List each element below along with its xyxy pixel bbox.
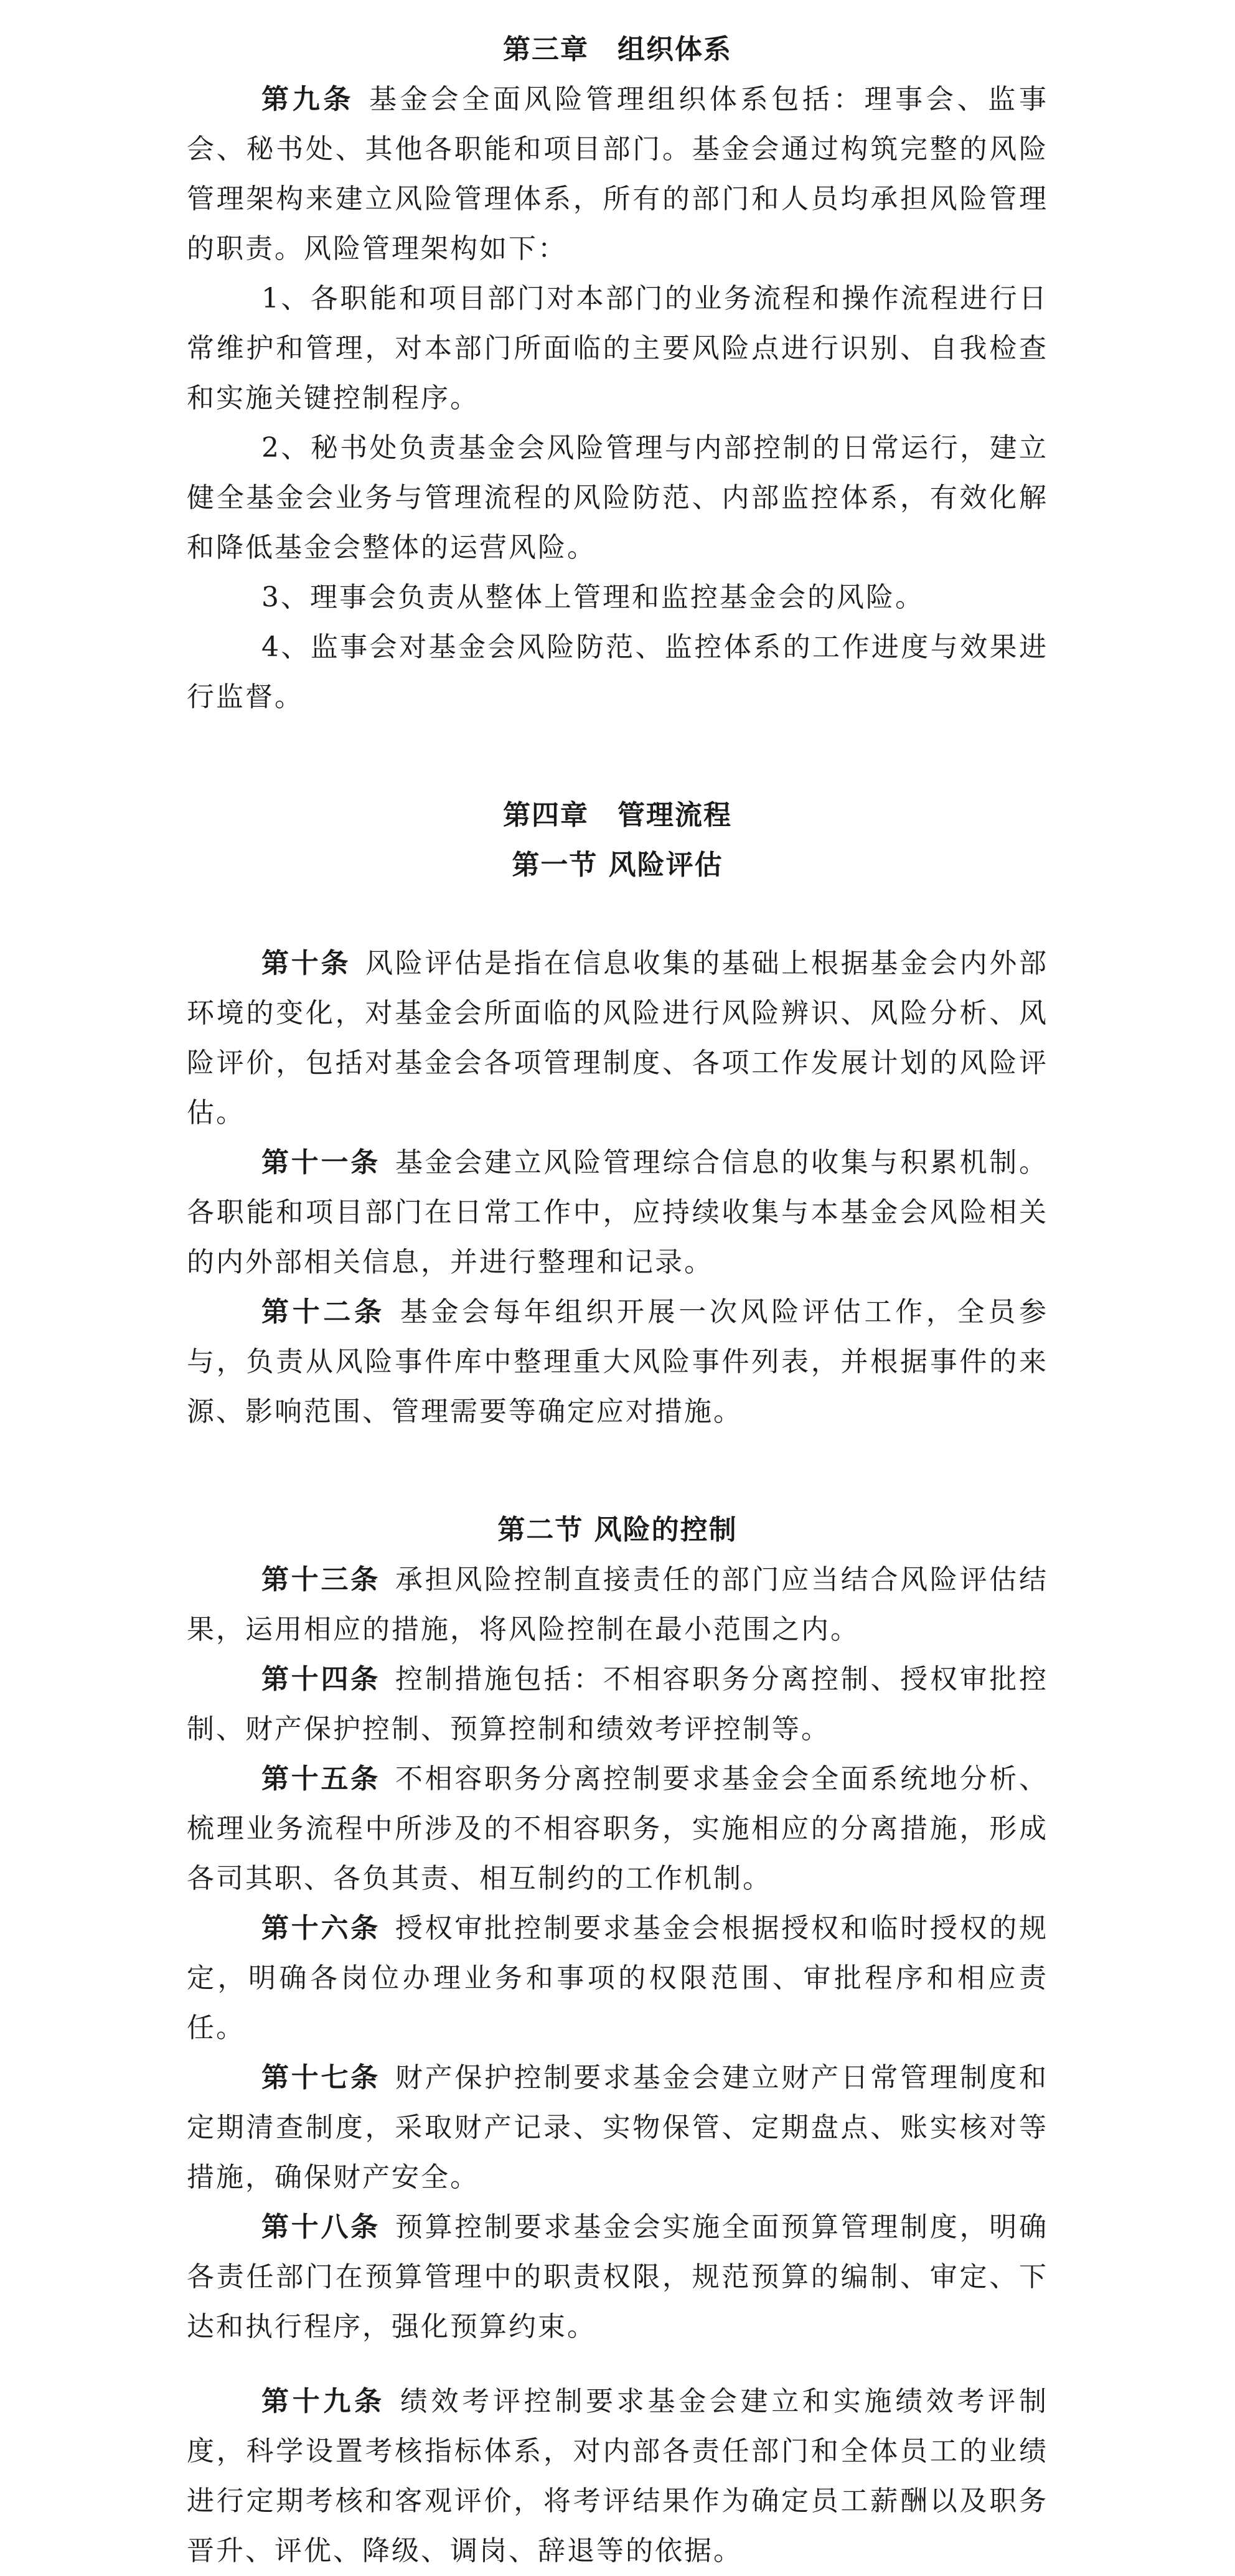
chapter-4-heading: 第四章 管理流程 (503, 799, 732, 831)
article-18-lead: 第十八条 (261, 2211, 380, 2243)
article-16-body: 授权审批控制要求基金会根据授权和临时授权的规定，明确各岗位办理业务和事项的权限范围、审批程序和相应责任。 (187, 1912, 1049, 2044)
article-12 (187, 1287, 1048, 1437)
article-13 (187, 1555, 1048, 1655)
spacer (187, 1437, 1048, 1505)
article-9-item-1: 1、各职能和项目部门对本部门的业务流程和操作流程进行日常维护和管理，对本部门所面临的主要风险点进行识别、自我检查和实施关键控制程序。 (187, 283, 1048, 414)
article-15 (187, 1754, 1048, 1904)
article-9-item-4: 4、监事会对基金会风险防范、监控体系的工作进度与效果进行监督。 (187, 631, 1048, 713)
article-9-item-3: 3、理事会负责从整体上管理和监控基金会的风险。 (261, 581, 924, 613)
article-11-lead: 第十一条 (261, 1147, 380, 1178)
article-19-lead: 第十九条 (261, 2386, 385, 2417)
spacer (187, 722, 1048, 791)
article-19-body: 绩效考评控制要求基金会建立和实施绩效考评制度，科学设置考核指标体系，对内部各责任部门和全体员工的业绩进行定期考核和客观评价，将考评结果作为确定员工薪酬以及职务晋升、评优、降级、调岗、辞退等的依据。 (187, 2386, 1049, 2567)
article-15-body: 不相容职务分离控制要求基金会全面系统地分析、梳理业务流程中所涉及的不相容职务，实施相应的分离措施，形成各司其职、各负其责、相互制约的工作机制。 (187, 1763, 1049, 1894)
article-11 (187, 1138, 1048, 1287)
article-17 (187, 2053, 1048, 2202)
article-16-lead: 第十六条 (261, 1912, 380, 1944)
article-19 (187, 2377, 1048, 2576)
article-10-lead: 第十条 (261, 947, 351, 979)
article-17-body: 财产保护控制要求基金会建立财产日常管理制度和定期清查制度，采取财产记录、实物保管、定期盘点、账实核对等措施，确保财产安全。 (187, 2062, 1049, 2193)
section-2-heading: 第二节 风险的控制 (497, 1514, 738, 1546)
article-12-lead: 第十二条 (261, 1296, 385, 1328)
spacer (187, 890, 1048, 939)
article-9-lead: 第九条 (261, 83, 355, 115)
article-11-body: 基金会建立风险管理综合信息的收集与积累机制。各职能和项目部门在日常工作中，应持续收集与本基金会风险相关的内外部相关信息，并进行整理和记录。 (187, 1147, 1049, 1278)
article-15-lead: 第十五条 (261, 1763, 380, 1795)
article-18 (187, 2202, 1048, 2352)
section-1-heading: 第一节 风险评估 (512, 849, 723, 881)
article-14-lead: 第十四条 (261, 1663, 380, 1695)
article-9-body: 基金会全面风险管理组织体系包括：理事会、监事会、秘书处、其他各职能和项目部门。基金会通过构筑完整的风险管理架构来建立风险管理体系，所有的部门和人员均承担风险管理的职责。风险管理架构如下： (187, 83, 1048, 265)
article-14 (187, 1655, 1048, 1754)
article-12-body: 基金会每年组织开展一次风险评估工作，全员参与，负责从风险事件库中整理重大风险事件列表，并根据事件的来源、影响范围、管理需要等确定应对措施。 (187, 1296, 1049, 1427)
article-10 (187, 939, 1048, 1138)
article-9-item-2: 2、秘书处负责基金会风险管理与内部控制的日常运行，建立健全基金会业务与管理流程的风险防范、内部监控体系，有效化解和降低基金会整体的运营风险。 (187, 432, 1048, 563)
article-10-body: 风险评估是指在信息收集的基础上根据基金会内外部环境的变化，对基金会所面临的风险进行风险辨识、风险分析、风险评价，包括对基金会各项管理制度、各项工作发展计划的风险评估。 (187, 947, 1049, 1129)
document-page (187, 25, 1048, 2576)
article-9 (187, 75, 1048, 274)
article-13-lead: 第十三条 (261, 1564, 380, 1596)
article-16 (187, 1904, 1048, 2053)
article-13-body: 承担风险控制直接责任的部门应当结合风险评估结果，运用相应的措施，将风险控制在最小范围之内。 (187, 1564, 1049, 1645)
article-14-body: 控制措施包括：不相容职务分离控制、授权审批控制、财产保护控制、预算控制和绩效考评控制等。 (187, 1663, 1049, 1745)
spacer (187, 2352, 1048, 2377)
article-17-lead: 第十七条 (261, 2062, 380, 2094)
article-18-body: 预算控制要求基金会实施全面预算管理制度，明确各责任部门在预算管理中的职责权限，规范预算的编制、审定、下达和执行程序，强化预算约束。 (187, 2211, 1049, 2343)
chapter-3-heading: 第三章 组织体系 (503, 34, 732, 65)
